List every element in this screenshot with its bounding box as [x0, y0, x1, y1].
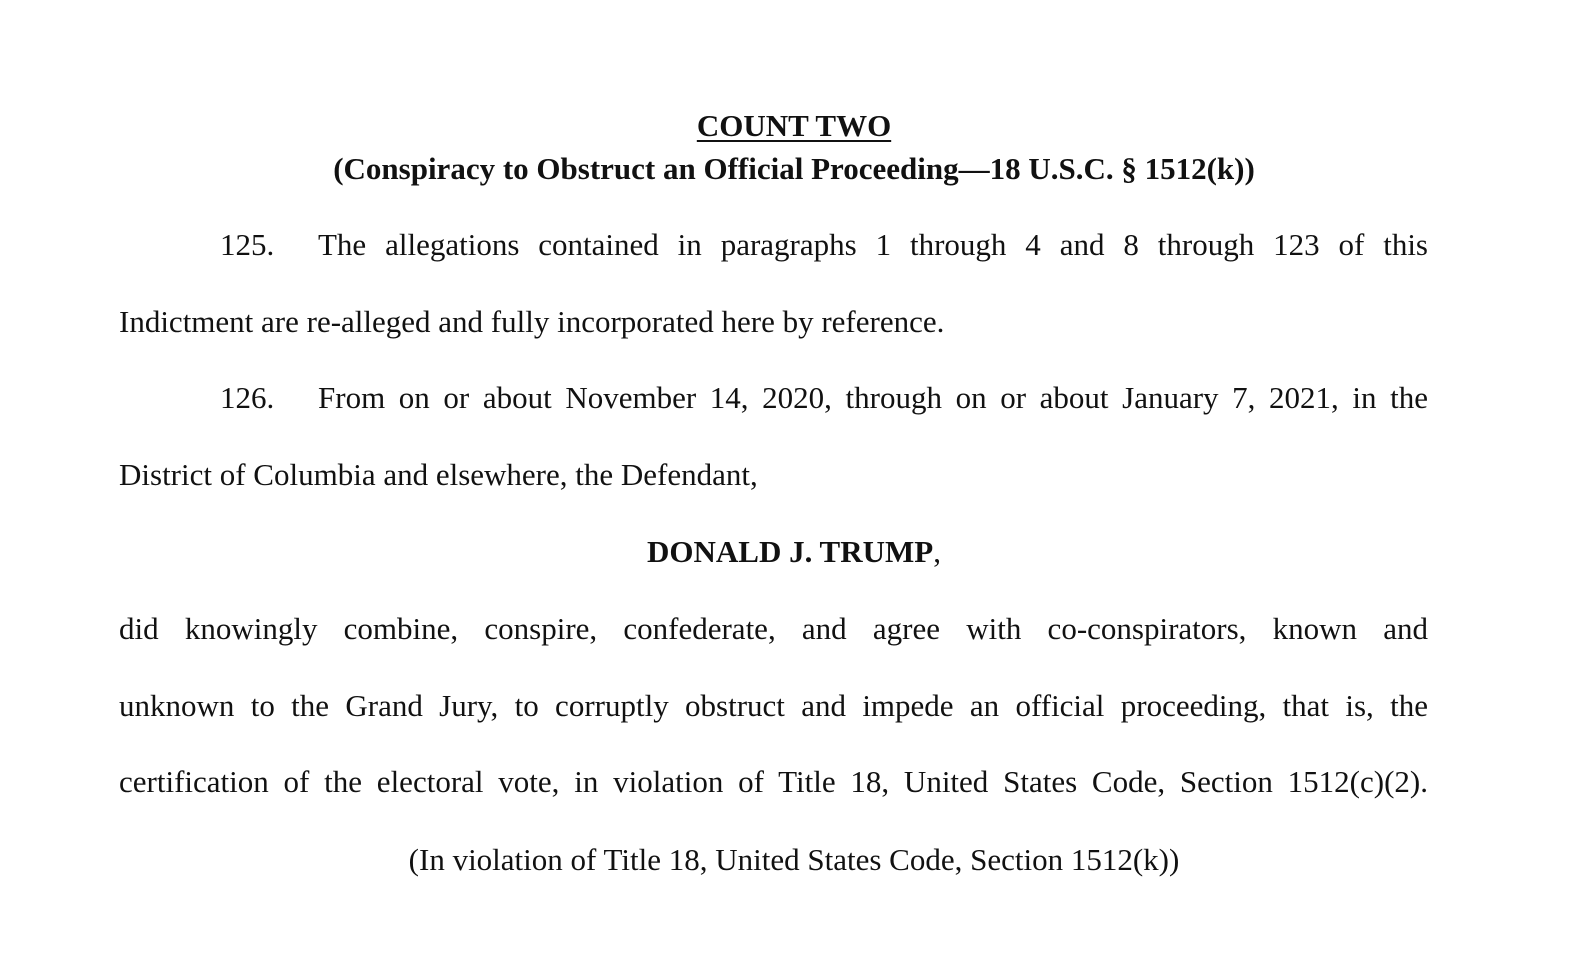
defendant-name: DONALD J. TRUMP — [647, 534, 934, 569]
charge-line: unknown to the Grand Jury, to corruptly obstruct and impede an official proceeding, that is, the — [119, 688, 1428, 723]
paragraph-126-first-line — [220, 378, 1428, 418]
charge-line: certification of the electoral vote, in violation of Title 18, United States Code, Section 1512(c)(2). — [119, 764, 1428, 799]
count-title: COUNT TWO — [696, 108, 892, 143]
paragraph-number: 126. — [220, 380, 275, 415]
paragraph-125-first-line — [220, 225, 1428, 265]
paragraph-text: From on or about November 14, 2020, through on or about January 7, 2021, in the — [318, 380, 1428, 415]
paragraph-126-line: District of Columbia and elsewhere, the Defendant, — [119, 457, 758, 492]
paragraph-125-line: Indictment are re-alleged and fully incorporated here by reference. — [119, 304, 945, 339]
charge-line: did knowingly combine, conspire, confederate, and agree with co-conspirators, known and — [119, 611, 1428, 646]
paragraph-number: 125. — [220, 227, 275, 262]
paragraph-text: The allegations contained in paragraphs 1 through 4 and 8 through 123 of this — [318, 227, 1428, 262]
defendant-punct: , — [933, 534, 941, 569]
defendant-name-line — [0, 532, 1588, 572]
statute-citation: (In violation of Title 18, United States Code, Section 1512(k)) — [408, 842, 1180, 877]
count-subtitle: (Conspiracy to Obstruct an Official Proceeding—18 U.S.C. § 1512(k)) — [333, 151, 1255, 186]
